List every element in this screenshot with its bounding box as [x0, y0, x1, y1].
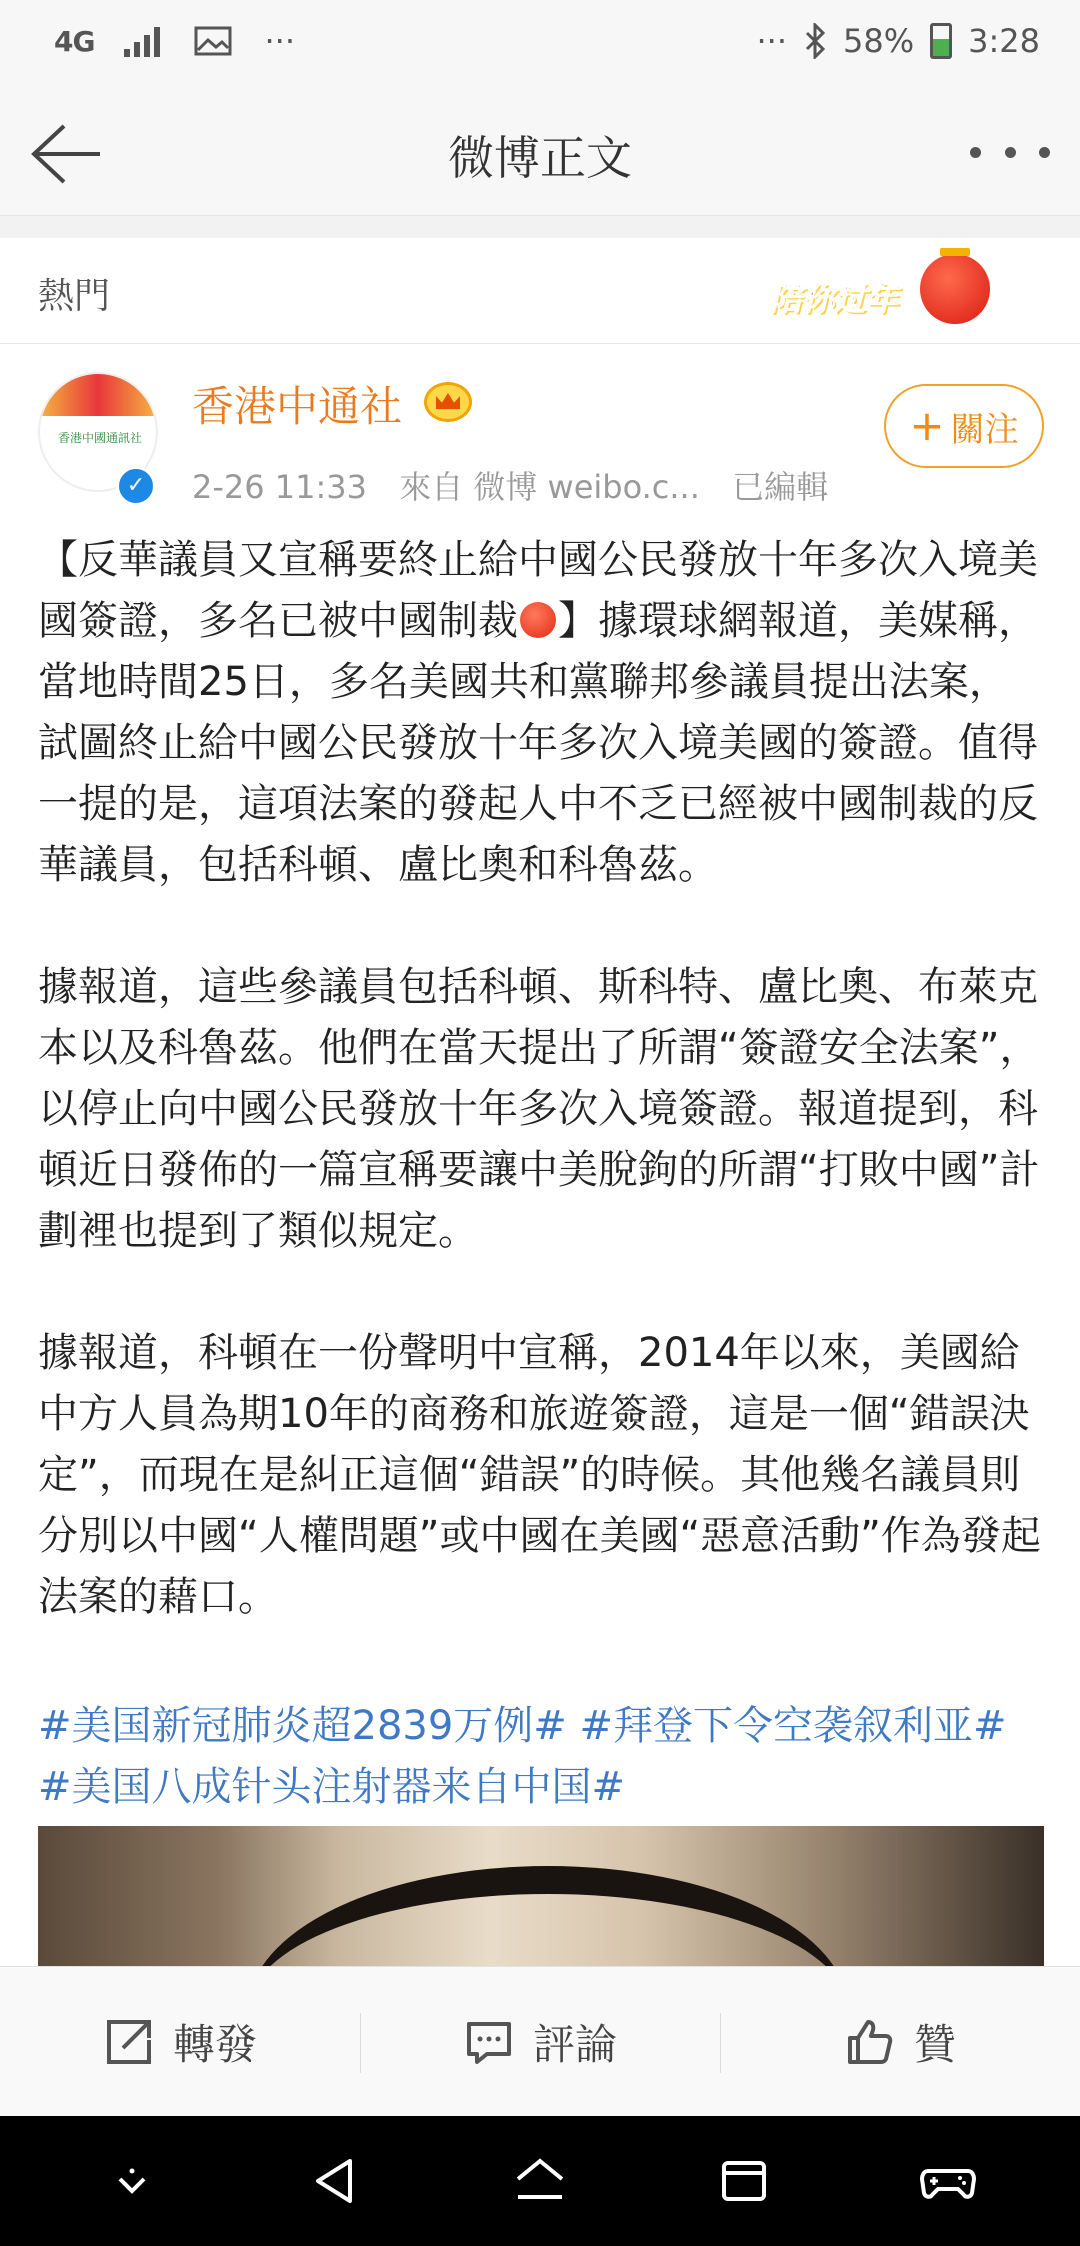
post-action-bar: [0, 1966, 1080, 2116]
status-bar: [0, 0, 1080, 92]
post-paragraph: [38, 530, 1044, 896]
follow-button[interactable]: [884, 384, 1044, 468]
image-notification-icon: [194, 25, 234, 57]
more-options-icon[interactable]: [970, 132, 1050, 172]
comment-icon: [463, 2016, 515, 2068]
follow-label: 關注: [950, 409, 1019, 450]
like-label: 贊: [913, 2019, 956, 2069]
comment-label: 評論: [532, 2019, 617, 2069]
network-indicator: 4G: [54, 24, 95, 58]
hashtag-list: [38, 1696, 1044, 1818]
repost-button[interactable]: [0, 1967, 360, 2116]
author-name[interactable]: 香港中通社: [192, 382, 403, 431]
page-title: 微博正文: [448, 131, 632, 185]
post-source[interactable]: 來自 微博 weibo.c...: [399, 468, 700, 506]
thumbs-up-icon: [844, 2016, 896, 2068]
hashtag-link[interactable]: #美国八成针头注射器来自中国#: [38, 1764, 626, 1810]
post-paragraph: 據報道，科頓在一份聲明中宣稱，2014年以來，美國給中方人員為期10年的商務和旅遊簽證，這是一個“錯誤決定”，而現在是糾正這個“錯誤”的時候。其他幾名議員則分別以中國“人權問題”或中國在美國“惡意活動”作為發起法案的藉口。: [38, 1330, 1041, 1620]
post-time: 2-26 11:33: [192, 468, 368, 506]
bluetooth-icon: [803, 23, 827, 59]
lantern-icon: [920, 254, 990, 324]
chevron-down-icon[interactable]: [102, 2151, 162, 2211]
angry-emoji-icon: [520, 602, 556, 638]
home-nav-icon[interactable]: [510, 2151, 570, 2211]
divider: [0, 216, 1080, 238]
section-label-hot[interactable]: 熱門: [38, 276, 111, 317]
new-year-banner[interactable]: [760, 246, 1000, 338]
battery-percent: 58%: [843, 22, 915, 60]
hashtag-link[interactable]: #美国新冠肺炎超2839万例#: [38, 1703, 567, 1749]
avatar-caption: 香港中國通訊社: [57, 431, 142, 445]
game-controller-icon[interactable]: [918, 2151, 978, 2211]
more-notifications-indicator: ···: [264, 22, 295, 60]
repost-label: 轉發: [172, 2019, 257, 2069]
post-paragraph: 據報道，這些參議員包括科頓、斯科特、盧比奧、布萊克本以及科魯茲。他們在當天提出了所謂“簽證安全法案”，以停止向中國公民發放十年多次入境簽證。報道提到，科頓近日發佈的一篇宣稱要讓中美脫鉤的所謂“打敗中國”計劃裡也提到了類似規定。: [38, 964, 1040, 1254]
hashtag-link[interactable]: #拜登下令空袭叙利亚#: [579, 1703, 1007, 1749]
verified-icon: ✓: [116, 466, 156, 506]
plus-icon: +: [909, 401, 945, 450]
banner-text: 陪你过年: [770, 280, 899, 318]
post-body: [38, 530, 1044, 1628]
clock: 3:28: [968, 22, 1040, 60]
section-bar: [0, 238, 1080, 344]
like-button[interactable]: [720, 1967, 1080, 2116]
more-status-indicator: ···: [756, 22, 788, 60]
top-nav-bar: [0, 92, 1080, 216]
post-paragraph-1-part-a: 【反華議員又宣稱要終止給中國公民發放十年多次入境美國簽證，多名已被中國制裁: [38, 537, 1038, 644]
post-header: [0, 344, 1080, 514]
back-nav-icon[interactable]: [306, 2151, 366, 2211]
crown-icon[interactable]: [424, 382, 472, 422]
battery-icon: [930, 23, 952, 59]
post-meta: [192, 462, 850, 508]
post-image[interactable]: [38, 1826, 1044, 1966]
edited-label[interactable]: 已編輯: [732, 468, 829, 506]
system-nav-bar: [0, 2116, 1080, 2246]
repost-icon: [103, 2016, 155, 2068]
post-paragraph-1-part-b: 】據環球網報道，美媒稱，當地時間25日，多名美國共和黨聯邦參議員提出法案，試圖終止給中國公民發放十年多次入境美國的簽證。值得一提的是，這項法案的發起人中不乏已經被中國制裁的反華議員，包括科頓、盧比奧和科魯茲。: [38, 598, 1038, 888]
signal-icon: [124, 25, 164, 57]
comment-button[interactable]: [360, 1967, 720, 2116]
avatar-decoration: [40, 374, 156, 416]
recent-apps-icon[interactable]: [714, 2151, 774, 2211]
